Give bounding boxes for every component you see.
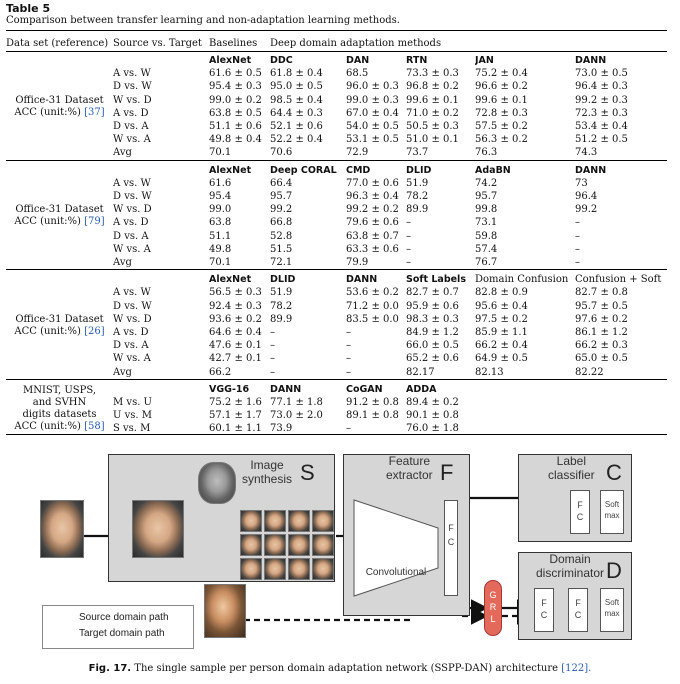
method-name-cell: AlexNet <box>209 270 270 287</box>
value-cell: 74.3 <box>575 147 598 159</box>
value-cell: 52.8 <box>270 230 293 242</box>
value-cell: 99.2 ± 0.2 <box>346 204 399 216</box>
value-cell: 82.8 ± 0.9 <box>475 287 528 299</box>
value-cell: 64.4 ± 0.3 <box>270 107 323 119</box>
value-cell: 51.0 ± 0.1 <box>406 134 459 146</box>
method-name-cell: AlexNet <box>209 160 270 177</box>
value-cell: 76.3 <box>475 147 498 159</box>
value-cell: 78.2 <box>406 191 429 203</box>
synthesized-face-thumbnail <box>288 558 310 580</box>
figure-caption-label: Fig. 17. <box>88 663 132 674</box>
reference-link[interactable]: [58] <box>84 421 105 433</box>
value-cell: 95.0 ± 0.5 <box>270 81 323 93</box>
synthesized-face-thumbnail <box>312 534 334 556</box>
discriminator-fc2-box: F C <box>568 588 588 632</box>
pair-cell: A vs. D <box>113 217 149 229</box>
pair-cell: A vs. W <box>113 177 151 189</box>
value-cell: 64.9 ± 0.5 <box>475 353 528 365</box>
panel-s-letter: S <box>300 460 315 485</box>
value-cell: 71.2 ± 0.0 <box>346 300 399 312</box>
value-cell: 52.2 ± 0.4 <box>270 134 323 146</box>
domain-discriminator-label: Domain discriminator <box>536 552 605 580</box>
value-cell: 56.3 ± 0.2 <box>475 134 528 146</box>
reference-link[interactable]: [26] <box>84 326 105 338</box>
value-cell: 72.9 <box>346 147 369 159</box>
method-name-cell <box>575 379 667 396</box>
value-cell: 95.4 <box>209 191 232 203</box>
dataset-line: digits datasets <box>22 409 97 421</box>
value-cell: 72.8 ± 0.3 <box>475 107 528 119</box>
value-cell: – <box>270 327 275 339</box>
value-cell: 73.9 <box>270 423 293 435</box>
value-cell <box>575 396 667 409</box>
synthesized-face-thumbnail <box>264 534 286 556</box>
feature-extractor-label: Feature extractor <box>386 454 433 482</box>
reference-link[interactable]: [37] <box>84 106 105 118</box>
value-cell: 99.0 <box>209 204 232 216</box>
value-cell: 75.2 ± 1.6 <box>209 397 262 409</box>
method-name-cell: DANN <box>270 379 346 396</box>
input-face-image <box>40 500 84 558</box>
value-cell: 60.1 ± 1.1 <box>209 423 262 435</box>
pair-cell: U vs. M <box>113 410 152 422</box>
value-cell: 66.8 <box>270 217 293 229</box>
method-name-cell: JAN <box>475 55 494 66</box>
value-cell: 93.6 ± 0.2 <box>209 313 262 325</box>
dataset-line-text: ACC (unit:%) <box>14 106 81 118</box>
dataset-line <box>6 326 113 338</box>
value-cell: 78.2 <box>270 300 293 312</box>
method-name-cell: ADDA <box>406 379 475 396</box>
figure-caption-ref[interactable]: [122]. <box>561 663 592 674</box>
value-cell: 73 <box>575 177 588 189</box>
synthesized-faces-grid <box>240 510 330 576</box>
value-cell: 51.9 <box>406 177 429 189</box>
value-cell: 49.8 <box>209 243 232 255</box>
synthesized-face-thumbnail <box>312 510 334 532</box>
pair-cell: D vs. A <box>113 230 149 242</box>
header-dataset: Data set (reference) <box>6 38 109 49</box>
value-cell: 99.0 ± 0.3 <box>346 94 399 106</box>
value-cell: 77.0 ± 0.6 <box>346 177 399 189</box>
value-cell: 96.8 ± 0.2 <box>406 81 459 93</box>
dataset-cell <box>6 379 113 435</box>
synthesized-face-thumbnail <box>240 558 262 580</box>
value-cell: 95.7 ± 0.5 <box>575 300 628 312</box>
method-name-cell: Domain Confusion <box>475 270 575 287</box>
methods-row <box>6 270 667 287</box>
table-label: Table 5 <box>6 2 51 15</box>
value-cell: – <box>346 340 351 352</box>
pair-cell: D vs. A <box>113 121 149 133</box>
pair-cell: D vs. W <box>113 81 152 93</box>
method-name-cell: Confusion + Soft <box>575 270 667 287</box>
value-cell: 90.1 ± 0.8 <box>406 410 459 422</box>
header-deep-methods: Deep domain adaptation methods <box>270 38 442 49</box>
value-cell: 63.8 <box>209 217 232 229</box>
value-cell: 92.4 ± 0.3 <box>209 300 262 312</box>
value-cell: 63.3 ± 0.6 <box>346 243 399 255</box>
figure-sspp-dan <box>0 448 680 658</box>
pair-cell-empty <box>113 51 209 67</box>
synthesized-face-thumbnail <box>240 510 262 532</box>
value-cell: 71.0 ± 0.2 <box>406 107 459 119</box>
classifier-softmax-box: Soft max <box>600 490 624 534</box>
value-cell: 57.4 <box>475 243 498 255</box>
method-name-cell: DDC <box>270 55 293 66</box>
pair-cell: W vs. D <box>113 204 152 216</box>
value-cell: 51.2 ± 0.5 <box>575 134 628 146</box>
value-cell: 96.4 <box>575 191 598 203</box>
results-table <box>6 36 667 436</box>
value-cell: 99.6 ± 0.1 <box>475 94 528 106</box>
value-cell: 65.2 ± 0.6 <box>406 353 459 365</box>
value-cell: – <box>575 217 580 229</box>
value-cell: 52.1 ± 0.6 <box>270 121 323 133</box>
value-cell: 67.0 ± 0.4 <box>346 107 399 119</box>
pair-cell: A vs. D <box>113 107 149 119</box>
methods-row <box>6 51 667 67</box>
value-cell: 66.0 ± 0.5 <box>406 340 459 352</box>
pair-cell: W vs. D <box>113 313 152 325</box>
panel-c-letter: C <box>606 460 622 485</box>
value-cell: 96.0 ± 0.3 <box>346 81 399 93</box>
value-cell: 57.5 ± 0.2 <box>475 121 528 133</box>
header-pair: Source vs. Target <box>113 38 202 49</box>
value-cell: 73.1 <box>475 217 498 229</box>
value-cell: 70.1 <box>209 257 232 269</box>
table-top-rule <box>6 30 667 31</box>
panel-f-letter: F <box>440 460 454 485</box>
value-cell: 61.8 ± 0.4 <box>270 68 323 80</box>
value-cell: 63.8 ± 0.7 <box>346 230 399 242</box>
value-cell: 51.9 <box>270 287 293 299</box>
value-cell: 99.2 <box>270 204 293 216</box>
dataset-line-text: ACC (unit:%) <box>14 216 81 228</box>
synthesized-face-thumbnail <box>312 558 334 580</box>
pair-cell: W vs. D <box>113 94 152 106</box>
value-cell: 75.2 ± 0.4 <box>475 68 528 80</box>
method-name-cell: Deep CORAL <box>270 160 346 177</box>
value-cell: 57.1 ± 1.7 <box>209 410 262 422</box>
value-cell: 68.5 <box>346 68 369 80</box>
value-cell: – <box>346 366 351 378</box>
method-name-cell: DLID <box>270 270 346 287</box>
method-name-cell <box>475 379 575 396</box>
value-cell: 89.4 ± 0.2 <box>406 397 459 409</box>
value-cell: 99.0 ± 0.2 <box>209 94 262 106</box>
dataset-line <box>6 421 113 433</box>
pair-cell: S vs. M <box>113 423 151 435</box>
synthesized-face-thumbnail <box>288 534 310 556</box>
value-cell <box>475 409 575 422</box>
figure-caption-text: The single sample per person domain adaptation network (SSPP-DAN) architecture <box>134 663 559 674</box>
method-name-cell: Soft Labels <box>406 270 475 287</box>
convolutional-trapezoid <box>352 498 440 598</box>
value-cell: 85.9 ± 1.1 <box>475 327 528 339</box>
value-cell: – <box>270 366 275 378</box>
value-cell: 96.4 ± 0.3 <box>575 81 628 93</box>
extractor-fc-box: F C <box>444 500 458 596</box>
value-cell: 95.6 ± 0.4 <box>475 300 528 312</box>
value-cell: 97.6 ± 0.2 <box>575 313 628 325</box>
value-cell: 77.1 ± 1.8 <box>270 397 323 409</box>
dataset-line-text: ACC (unit:%) <box>14 421 81 433</box>
pair-cell: Avg <box>113 147 132 159</box>
methods-row <box>6 379 667 396</box>
value-cell: 96.6 ± 0.2 <box>475 81 528 93</box>
value-cell: 76.0 ± 1.8 <box>406 423 459 435</box>
value-cell: 66.2 <box>209 366 232 378</box>
value-cell: 79.6 ± 0.6 <box>346 217 399 229</box>
value-cell: – <box>406 230 411 242</box>
value-cell: 64.6 ± 0.4 <box>209 327 262 339</box>
pair-cell: A vs. W <box>113 287 151 299</box>
synthesized-face-thumbnail <box>264 558 286 580</box>
method-name-cell: CMD <box>346 160 406 177</box>
classifier-fc-box: F C <box>570 490 590 534</box>
value-cell: 82.17 <box>406 366 435 378</box>
method-name-cell: DAN <box>346 55 370 66</box>
value-cell: 89.9 <box>270 313 293 325</box>
synthesized-face-thumbnail <box>288 510 310 532</box>
value-cell: 56.5 ± 0.3 <box>209 287 262 299</box>
reference-link[interactable]: [79] <box>84 216 105 228</box>
panel-d-letter: D <box>606 558 622 583</box>
value-cell: 70.1 <box>209 147 232 159</box>
value-cell: 82.7 ± 0.8 <box>575 287 628 299</box>
value-cell: 79.9 <box>346 257 369 269</box>
value-cell: – <box>406 257 411 269</box>
value-cell: 61.6 <box>209 177 232 189</box>
value-cell: – <box>406 243 411 255</box>
value-cell: 86.1 ± 1.2 <box>575 327 628 339</box>
value-cell: – <box>575 230 580 242</box>
synthesized-face-thumbnail <box>264 510 286 532</box>
dataset-line: Office-31 Dataset <box>15 314 104 326</box>
value-cell: 61.6 ± 0.5 <box>209 68 262 80</box>
method-name-cell: VGG-16 <box>209 379 270 396</box>
value-cell: 95.9 ± 0.6 <box>406 300 459 312</box>
value-cell: – <box>270 353 275 365</box>
pair-cell: A vs. W <box>113 68 151 80</box>
value-cell: 74.2 <box>475 177 498 189</box>
dataset-line <box>6 107 113 119</box>
legend-box <box>42 605 194 649</box>
value-cell: 82.22 <box>575 366 604 378</box>
pair-cell: W vs. A <box>113 353 151 365</box>
value-cell: – <box>406 217 411 229</box>
dataset-cell <box>6 270 113 380</box>
dataset-line: Office-31 Dataset <box>15 94 104 106</box>
value-cell: 91.2 ± 0.8 <box>346 397 399 409</box>
convolutional-label: Convolutional <box>365 567 427 578</box>
value-cell: 70.6 <box>270 147 293 159</box>
aligned-face-image <box>132 500 184 558</box>
value-cell: 82.7 ± 0.7 <box>406 287 459 299</box>
value-cell: 73.0 ± 2.0 <box>270 410 323 422</box>
header-baselines: Baselines <box>209 38 258 49</box>
value-cell: 50.5 ± 0.3 <box>406 121 459 133</box>
value-cell: 73.0 ± 0.5 <box>575 68 628 80</box>
value-cell: 99.6 ± 0.1 <box>406 94 459 106</box>
value-cell: – <box>575 257 580 269</box>
value-cell: 99.2 ± 0.3 <box>575 94 628 106</box>
value-cell: 51.1 ± 0.6 <box>209 121 262 133</box>
pair-cell: W vs. A <box>113 243 151 255</box>
pair-cell: W vs. A <box>113 134 151 146</box>
pair-cell-empty <box>113 160 209 177</box>
pair-cell: Avg <box>113 257 132 269</box>
value-cell: 83.5 ± 0.0 <box>346 313 399 325</box>
legend-source-label: Source domain path <box>79 612 169 623</box>
value-cell: 95.4 ± 0.3 <box>209 81 262 93</box>
dataset-cell <box>6 51 113 160</box>
value-cell <box>575 409 667 422</box>
pair-cell-empty <box>113 379 209 396</box>
image-synthesis-label: Image synthesis <box>242 458 293 486</box>
value-cell: – <box>575 243 580 255</box>
method-name-cell: AdaBN <box>475 160 575 177</box>
method-name-cell: DANN <box>346 270 406 287</box>
value-cell: 47.6 ± 0.1 <box>209 340 262 352</box>
dataset-cell <box>6 160 113 270</box>
value-cell: 96.3 ± 0.4 <box>346 191 399 203</box>
value-cell: 59.8 <box>475 230 498 242</box>
dataset-line <box>6 216 113 228</box>
target-face-image <box>204 584 246 638</box>
value-cell: 95.7 <box>270 191 293 203</box>
value-cell <box>475 396 575 409</box>
value-cell: 73.7 <box>406 147 429 159</box>
dataset-line: MNIST, USPS, <box>22 385 97 397</box>
3d-face-model <box>198 462 236 504</box>
value-cell: 89.9 <box>406 204 429 216</box>
methods-row <box>6 160 667 177</box>
value-cell: 53.6 ± 0.2 <box>346 287 399 299</box>
method-name-cell: RTN <box>406 55 428 66</box>
value-cell: 89.1 ± 0.8 <box>346 410 399 422</box>
synthesized-face-thumbnail <box>240 534 262 556</box>
pair-cell-empty <box>113 270 209 287</box>
pair-cell: Avg <box>113 366 132 378</box>
table-caption: Comparison between transfer learning and non-adaptation learning methods. <box>6 15 400 26</box>
grl-layer: G R L <box>484 580 502 636</box>
table-header-rule <box>6 51 667 52</box>
value-cell: 76.7 <box>475 257 498 269</box>
value-cell: 63.8 ± 0.5 <box>209 107 262 119</box>
label-classifier-label: Label classifier <box>548 454 595 482</box>
dataset-line: and SVHN <box>32 397 87 409</box>
value-cell: – <box>346 327 351 339</box>
value-cell: 98.3 ± 0.3 <box>406 313 459 325</box>
pair-cell: M vs. U <box>113 397 152 409</box>
value-cell: 42.7 ± 0.1 <box>209 353 262 365</box>
value-cell: – <box>346 353 351 365</box>
value-cell: 53.1 ± 0.5 <box>346 134 399 146</box>
value-cell: 95.7 <box>475 191 498 203</box>
dataset-line-text: ACC (unit:%) <box>14 326 81 338</box>
value-cell: 72.1 <box>270 257 293 269</box>
discriminator-softmax-box: Soft max <box>600 588 624 632</box>
value-cell: 73.3 ± 0.3 <box>406 68 459 80</box>
dataset-line: Office-31 Dataset <box>15 204 104 216</box>
value-cell: 49.8 ± 0.4 <box>209 134 262 146</box>
value-cell: 99.2 <box>575 204 598 216</box>
pair-cell: D vs. W <box>113 300 152 312</box>
value-cell: – <box>346 423 351 435</box>
value-cell: 65.0 ± 0.5 <box>575 353 628 365</box>
method-name-cell: CoGAN <box>346 379 406 396</box>
value-cell: 98.5 ± 0.4 <box>270 94 323 106</box>
table-header-row <box>6 36 667 51</box>
value-cell: 54.0 ± 0.5 <box>346 121 399 133</box>
method-name-cell: AlexNet <box>209 55 252 66</box>
value-cell: 66.2 ± 0.3 <box>575 340 628 352</box>
value-cell: 99.8 <box>475 204 498 216</box>
method-name-cell: DANN <box>575 160 667 177</box>
value-cell: 53.4 ± 0.4 <box>575 121 628 133</box>
discriminator-fc1-box: F C <box>534 588 554 632</box>
method-name-cell: DANN <box>575 55 607 66</box>
value-cell: 82.13 <box>475 366 504 378</box>
value-cell: – <box>270 340 275 352</box>
figure-caption <box>0 663 680 674</box>
value-cell: 51.5 <box>270 243 293 255</box>
value-cell: 97.5 ± 0.2 <box>475 313 528 325</box>
method-name-cell: DLID <box>406 160 475 177</box>
pair-cell: D vs. A <box>113 340 149 352</box>
value-cell: 66.4 <box>270 177 293 189</box>
table-bottom-rule <box>6 434 667 435</box>
value-cell: 84.9 ± 1.2 <box>406 327 459 339</box>
value-cell: 51.1 <box>209 230 232 242</box>
pair-cell: D vs. W <box>113 191 152 203</box>
legend-target-label: Target domain path <box>79 628 165 639</box>
value-cell: 72.3 ± 0.3 <box>575 107 628 119</box>
pair-cell: A vs. D <box>113 327 149 339</box>
value-cell: 66.2 ± 0.4 <box>475 340 528 352</box>
